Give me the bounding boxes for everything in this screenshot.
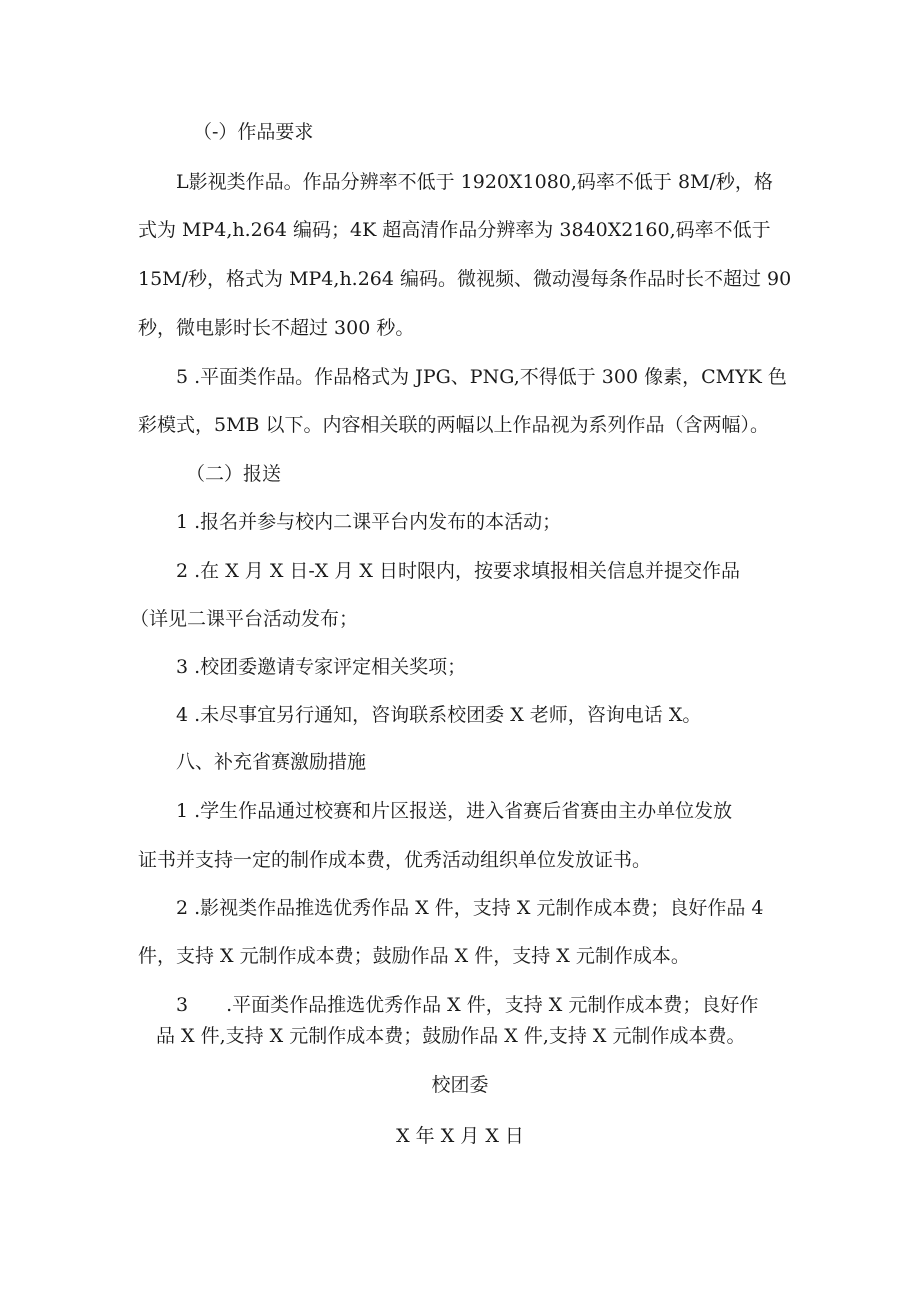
signature: 校团委 (431, 1074, 489, 1096)
paragraph-line: L影视类作品。作品分辨率不低于 1920X1080,码率不低于 8M/秒，格 (176, 171, 773, 193)
list-item-continuation: 件，支持 X 元制作成本费；鼓励作品 X 件，支持 X 元制作成本。 (138, 945, 690, 967)
list-item-continuation: 品 X 件,支持 X 元制作成本费；鼓励作品 X 件,支持 X 元制作成本费。 (156, 1025, 746, 1047)
paragraph-line: 秒，微电影时长不超过 300 秒。 (138, 317, 415, 339)
paragraph-line: 5 .平面类作品。作品格式为 JPG、PNG,不得低于 300 像素，CMYK 色 (176, 366, 787, 388)
date: X 年 X 月 X 日 (396, 1125, 524, 1147)
section-heading-submission: （二）报送 (186, 463, 282, 485)
list-item: 4 .未尽事宜另行通知，咨询联系校团委 X 老师，咨询电话 X。 (176, 704, 702, 726)
list-item-continuation: （详见二课平台活动发布； (130, 608, 359, 630)
section-heading-requirements: （-）作品要求 (193, 121, 314, 143)
list-item: 1 .学生作品通过校赛和片区报送，进入省赛后省赛由主办单位发放 (176, 800, 733, 822)
list-item: 1 .报名并参与校内二课平台内发布的本活动； (176, 511, 562, 533)
list-item: 2 .影视类作品推选优秀作品 X 件，支持 X 元制作成本费；良好作品 4 (176, 897, 764, 919)
list-item: 2 .在 X 月 X 日-X 月 X 日时限内，按要求填报相关信息并提交作品 (176, 560, 740, 582)
list-item-continuation: 证书并支持一定的制作成本费，优秀活动组织单位发放证书。 (138, 849, 652, 871)
paragraph-line: 彩模式，5MB 以下。内容相关联的两幅以上作品视为系列作品（含两幅）。 (138, 414, 770, 436)
list-item: 3 .校团委邀请专家评定相关奖项； (176, 656, 467, 678)
paragraph-line: 式为 MP4,h.264 编码；4K 超高清作品分辨率为 3840X2160,码率不低于 (138, 219, 771, 241)
list-item: 3 .平面类作品推选优秀作品 X 件，支持 X 元制作成本费；良好作 (176, 994, 759, 1016)
section-heading-incentives: 八、补充省赛激励措施 (176, 751, 367, 773)
paragraph-line: 15M/秒，格式为 MP4,h.264 编码。微视频、微动漫每条作品时长不超过 90 (138, 268, 792, 290)
